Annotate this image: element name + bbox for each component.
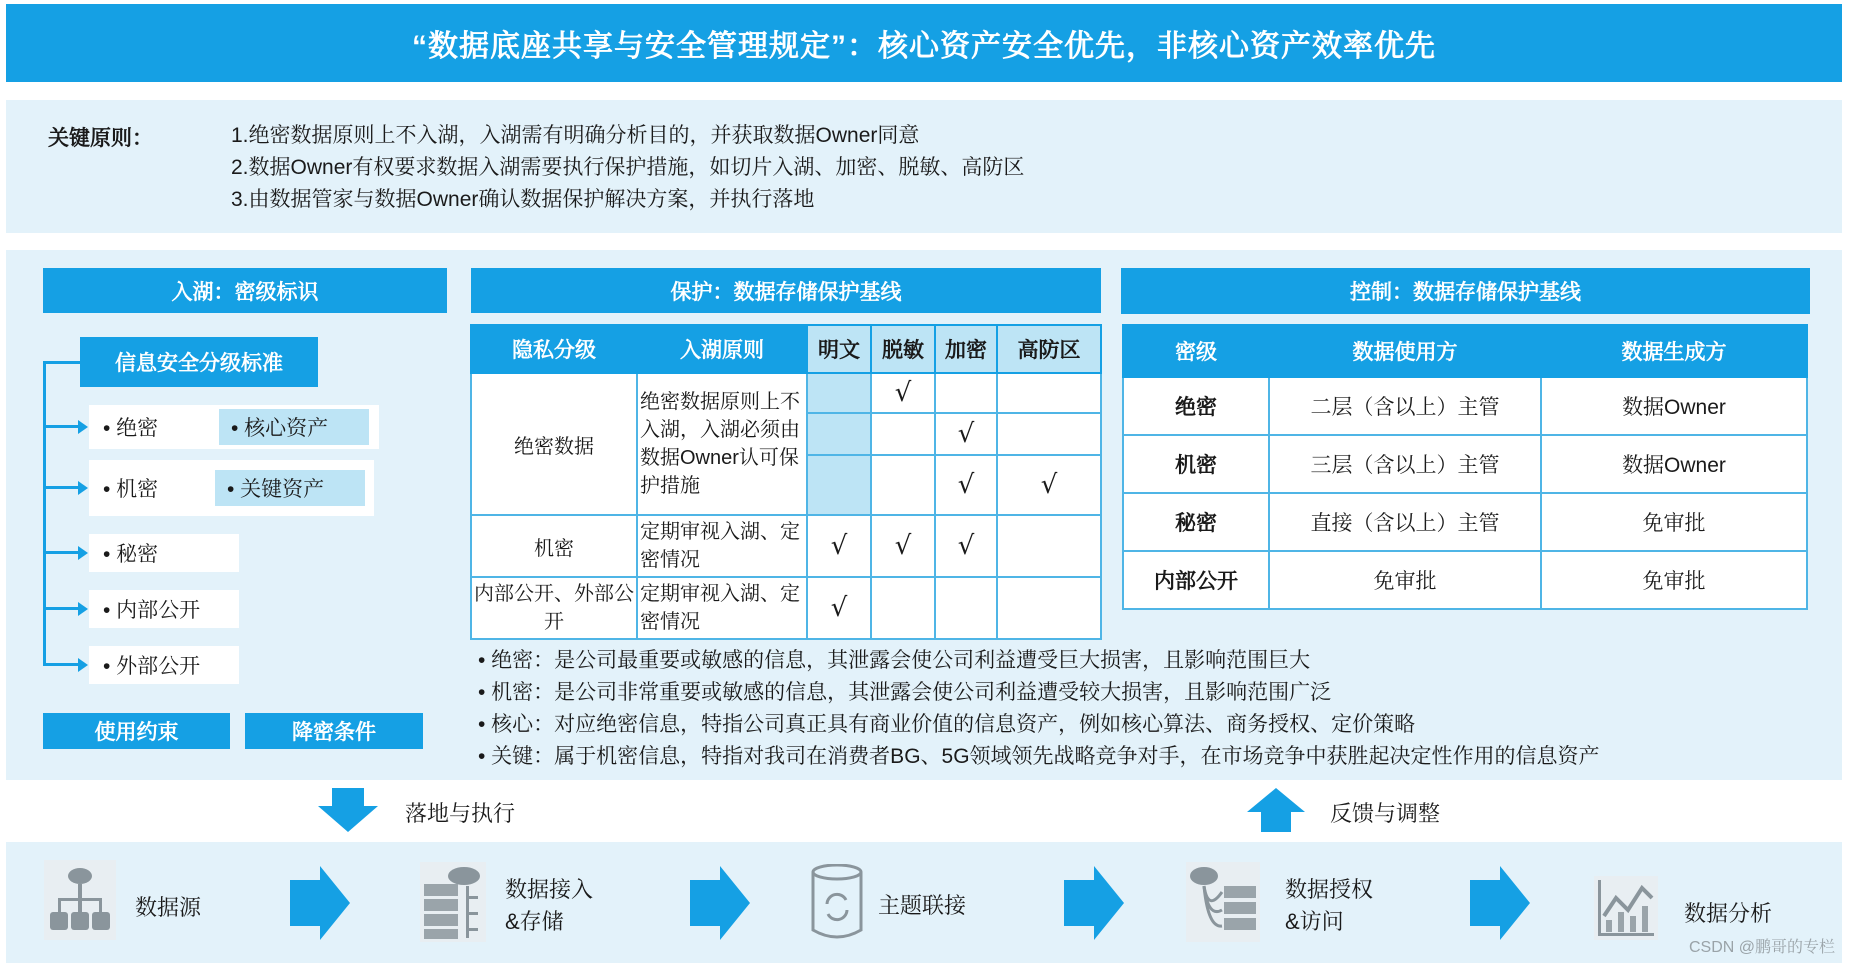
- level-secret: [89, 534, 239, 572]
- step-label: 数据分析: [1684, 901, 1773, 926]
- table-row: [471, 577, 1101, 639]
- check-icon: √: [894, 531, 912, 561]
- tree-branch: [43, 551, 79, 554]
- protection-header: 保护：数据存储保护基线: [471, 268, 1101, 313]
- col-header: 数据生成方: [1541, 325, 1807, 377]
- asset-key: [215, 470, 365, 506]
- definition-note: • 关键：属于机密信息，特指对我司在消费者BG、5G领域领先战略竞争对手，在市场竞争中获胜起决定性作用的信息资产: [478, 745, 1600, 768]
- tree-connector: [43, 361, 81, 364]
- level-label: • 内部公开: [103, 599, 201, 622]
- down-arrow-icon: [316, 788, 380, 834]
- col-header: 数据使用方: [1269, 325, 1541, 377]
- col-header: 加密: [935, 325, 997, 373]
- branch-arrow-icon: [78, 602, 88, 616]
- check-icon: √: [1040, 470, 1058, 500]
- watermark: CSDN @鹏哥的专栏: [1688, 939, 1835, 956]
- table-cell: [871, 515, 935, 577]
- table-cell: 免审批: [1541, 493, 1807, 551]
- level-external-public: [89, 646, 239, 684]
- check-icon: √: [830, 531, 848, 561]
- control-header: 控制：数据存储保护基线: [1121, 268, 1810, 314]
- branch-arrow-icon: [78, 658, 88, 672]
- table-cell: [871, 373, 935, 413]
- table-cell: [807, 577, 871, 639]
- asset-label: • 核心资产: [231, 417, 329, 440]
- definition-note: • 核心：对应绝密信息，特指公司真正具有商业价值的信息资产，例如核心算法、商务授权、定价策略: [478, 713, 1416, 736]
- table-cell: [935, 577, 997, 639]
- table-cell: 机密: [1123, 435, 1269, 493]
- check-icon: √: [830, 593, 848, 623]
- step-label: 数据接入 &存储: [505, 877, 594, 934]
- level-label: • 外部公开: [103, 655, 201, 678]
- step-label: 数据授权 &访问: [1285, 877, 1374, 934]
- server-cloud-icon: [420, 862, 486, 942]
- table-cell: 数据Owner: [1541, 435, 1807, 493]
- asset-label: • 关键资产: [227, 478, 325, 501]
- col-header: 脱敏: [871, 325, 935, 373]
- feedback-label: 反馈与调整: [1330, 801, 1441, 826]
- table-cell: [807, 373, 871, 413]
- lake-header: 入湖：密级标识: [43, 268, 447, 313]
- data-source-icon: [44, 860, 116, 940]
- table-row: [1123, 435, 1807, 493]
- col-header: 隐私分级: [471, 325, 637, 373]
- flow-arrow-icon: [1470, 866, 1530, 940]
- page-title: “数据底座共享与安全管理规定”：核心资产安全优先，非核心资产效率优先: [6, 4, 1842, 82]
- tree-branch: [43, 663, 79, 666]
- table-cell: [997, 413, 1101, 455]
- table-cell: [997, 373, 1101, 413]
- protection-table: [470, 324, 1102, 640]
- declassify-condition-button[interactable]: 降密条件: [245, 713, 423, 749]
- table-cell: [935, 373, 997, 413]
- step-label: 主题联接: [878, 893, 967, 918]
- check-icon: √: [957, 470, 975, 500]
- col-header: 高防区: [997, 325, 1101, 373]
- table-cell: 直接（含以上）主管: [1269, 493, 1541, 551]
- table-cell: [807, 413, 871, 455]
- check-icon: √: [957, 531, 975, 561]
- table-cell: [871, 455, 935, 515]
- table-row: [1123, 493, 1807, 551]
- table-cell: [807, 515, 871, 577]
- cloud-access-icon: [1186, 862, 1260, 942]
- branch-arrow-icon: [78, 546, 88, 560]
- principles-label: 关键原则：: [48, 127, 153, 150]
- table-cell: [997, 515, 1101, 577]
- table-cell: 三层（含以上）主管: [1269, 435, 1541, 493]
- level-label: • 机密: [103, 478, 159, 501]
- execute-label: 落地与执行: [405, 801, 516, 826]
- flow-arrow-icon: [690, 866, 750, 940]
- level-internal-public: [89, 590, 239, 628]
- table-cell: [871, 577, 935, 639]
- table-header-row: [1123, 325, 1807, 377]
- table-cell: [997, 455, 1101, 515]
- table-cell: 绝密数据原则上不入湖，入湖必须由数据Owner认可保护措施: [637, 373, 807, 515]
- table-cell: 机密: [471, 515, 637, 577]
- table-cell: 绝密: [1123, 377, 1269, 435]
- up-arrow-icon: [1245, 788, 1307, 834]
- flow-arrow-icon: [290, 866, 350, 940]
- usage-constraint-button[interactable]: 使用约束: [43, 713, 230, 749]
- table-cell: 定期审视入湖、定密情况: [637, 515, 807, 577]
- table-cell: 秘密: [1123, 493, 1269, 551]
- check-icon: √: [894, 378, 912, 408]
- tree-branch: [43, 607, 79, 610]
- control-table: [1122, 324, 1808, 610]
- table-cell: 绝密数据: [471, 373, 637, 515]
- table-cell: [935, 455, 997, 515]
- table-row: [1123, 551, 1807, 609]
- step-label: 数据源: [135, 895, 202, 920]
- table-cell: 内部公开: [1123, 551, 1269, 609]
- col-header: 入湖原则: [637, 325, 807, 373]
- chart-analysis-icon: [1594, 876, 1658, 940]
- table-cell: 二层（含以上）主管: [1269, 377, 1541, 435]
- tree-trunk: [43, 361, 46, 666]
- principle-line: 2.数据Owner有权要求数据入湖需要执行保护措施，如切片入湖、加密、脱敏、高防区: [231, 156, 1025, 179]
- table-cell: [935, 413, 997, 455]
- table-cell: 免审批: [1269, 551, 1541, 609]
- table-cell: [997, 577, 1101, 639]
- table-cell: [935, 515, 997, 577]
- branch-arrow-icon: [78, 420, 88, 434]
- tree-branch: [43, 425, 79, 428]
- check-icon: √: [957, 419, 975, 449]
- key-principles-panel: [6, 100, 1842, 233]
- flow-arrow-icon: [1064, 866, 1124, 940]
- asset-core: [219, 409, 369, 445]
- definition-note: • 绝密：是公司最重要或敏感的信息，其泄露会使公司利益遭受巨大损害，且影响范围巨大: [478, 649, 1311, 672]
- database-sync-icon: [810, 864, 864, 940]
- table-cell: 免审批: [1541, 551, 1807, 609]
- branch-arrow-icon: [78, 481, 88, 495]
- table-cell: 数据Owner: [1541, 377, 1807, 435]
- principle-line: 1.绝密数据原则上不入湖，入湖需有明确分析目的，并获取数据Owner同意: [231, 124, 920, 147]
- level-label: • 秘密: [103, 543, 159, 566]
- table-row: [1123, 377, 1807, 435]
- col-header: 密级: [1123, 325, 1269, 377]
- level-label: • 绝密: [103, 417, 159, 440]
- table-cell: [807, 455, 871, 515]
- principle-line: 3.由数据管家与数据Owner确认数据保护解决方案，并执行落地: [231, 188, 815, 211]
- table-cell: 定期审视入湖、定密情况: [637, 577, 807, 639]
- table-cell: 内部公开、外部公开: [471, 577, 637, 639]
- table-row: [471, 373, 1101, 413]
- table-cell: [871, 413, 935, 455]
- security-standard-label: 信息安全分级标准: [80, 337, 318, 387]
- table-row: [471, 515, 1101, 577]
- tree-branch: [43, 486, 79, 489]
- table-header-row: [471, 325, 1101, 373]
- definition-note: • 机密：是公司非常重要或敏感的信息，其泄露会使公司利益遭受较大损害，且影响范围广泛: [478, 681, 1332, 704]
- col-header: 明文: [807, 325, 871, 373]
